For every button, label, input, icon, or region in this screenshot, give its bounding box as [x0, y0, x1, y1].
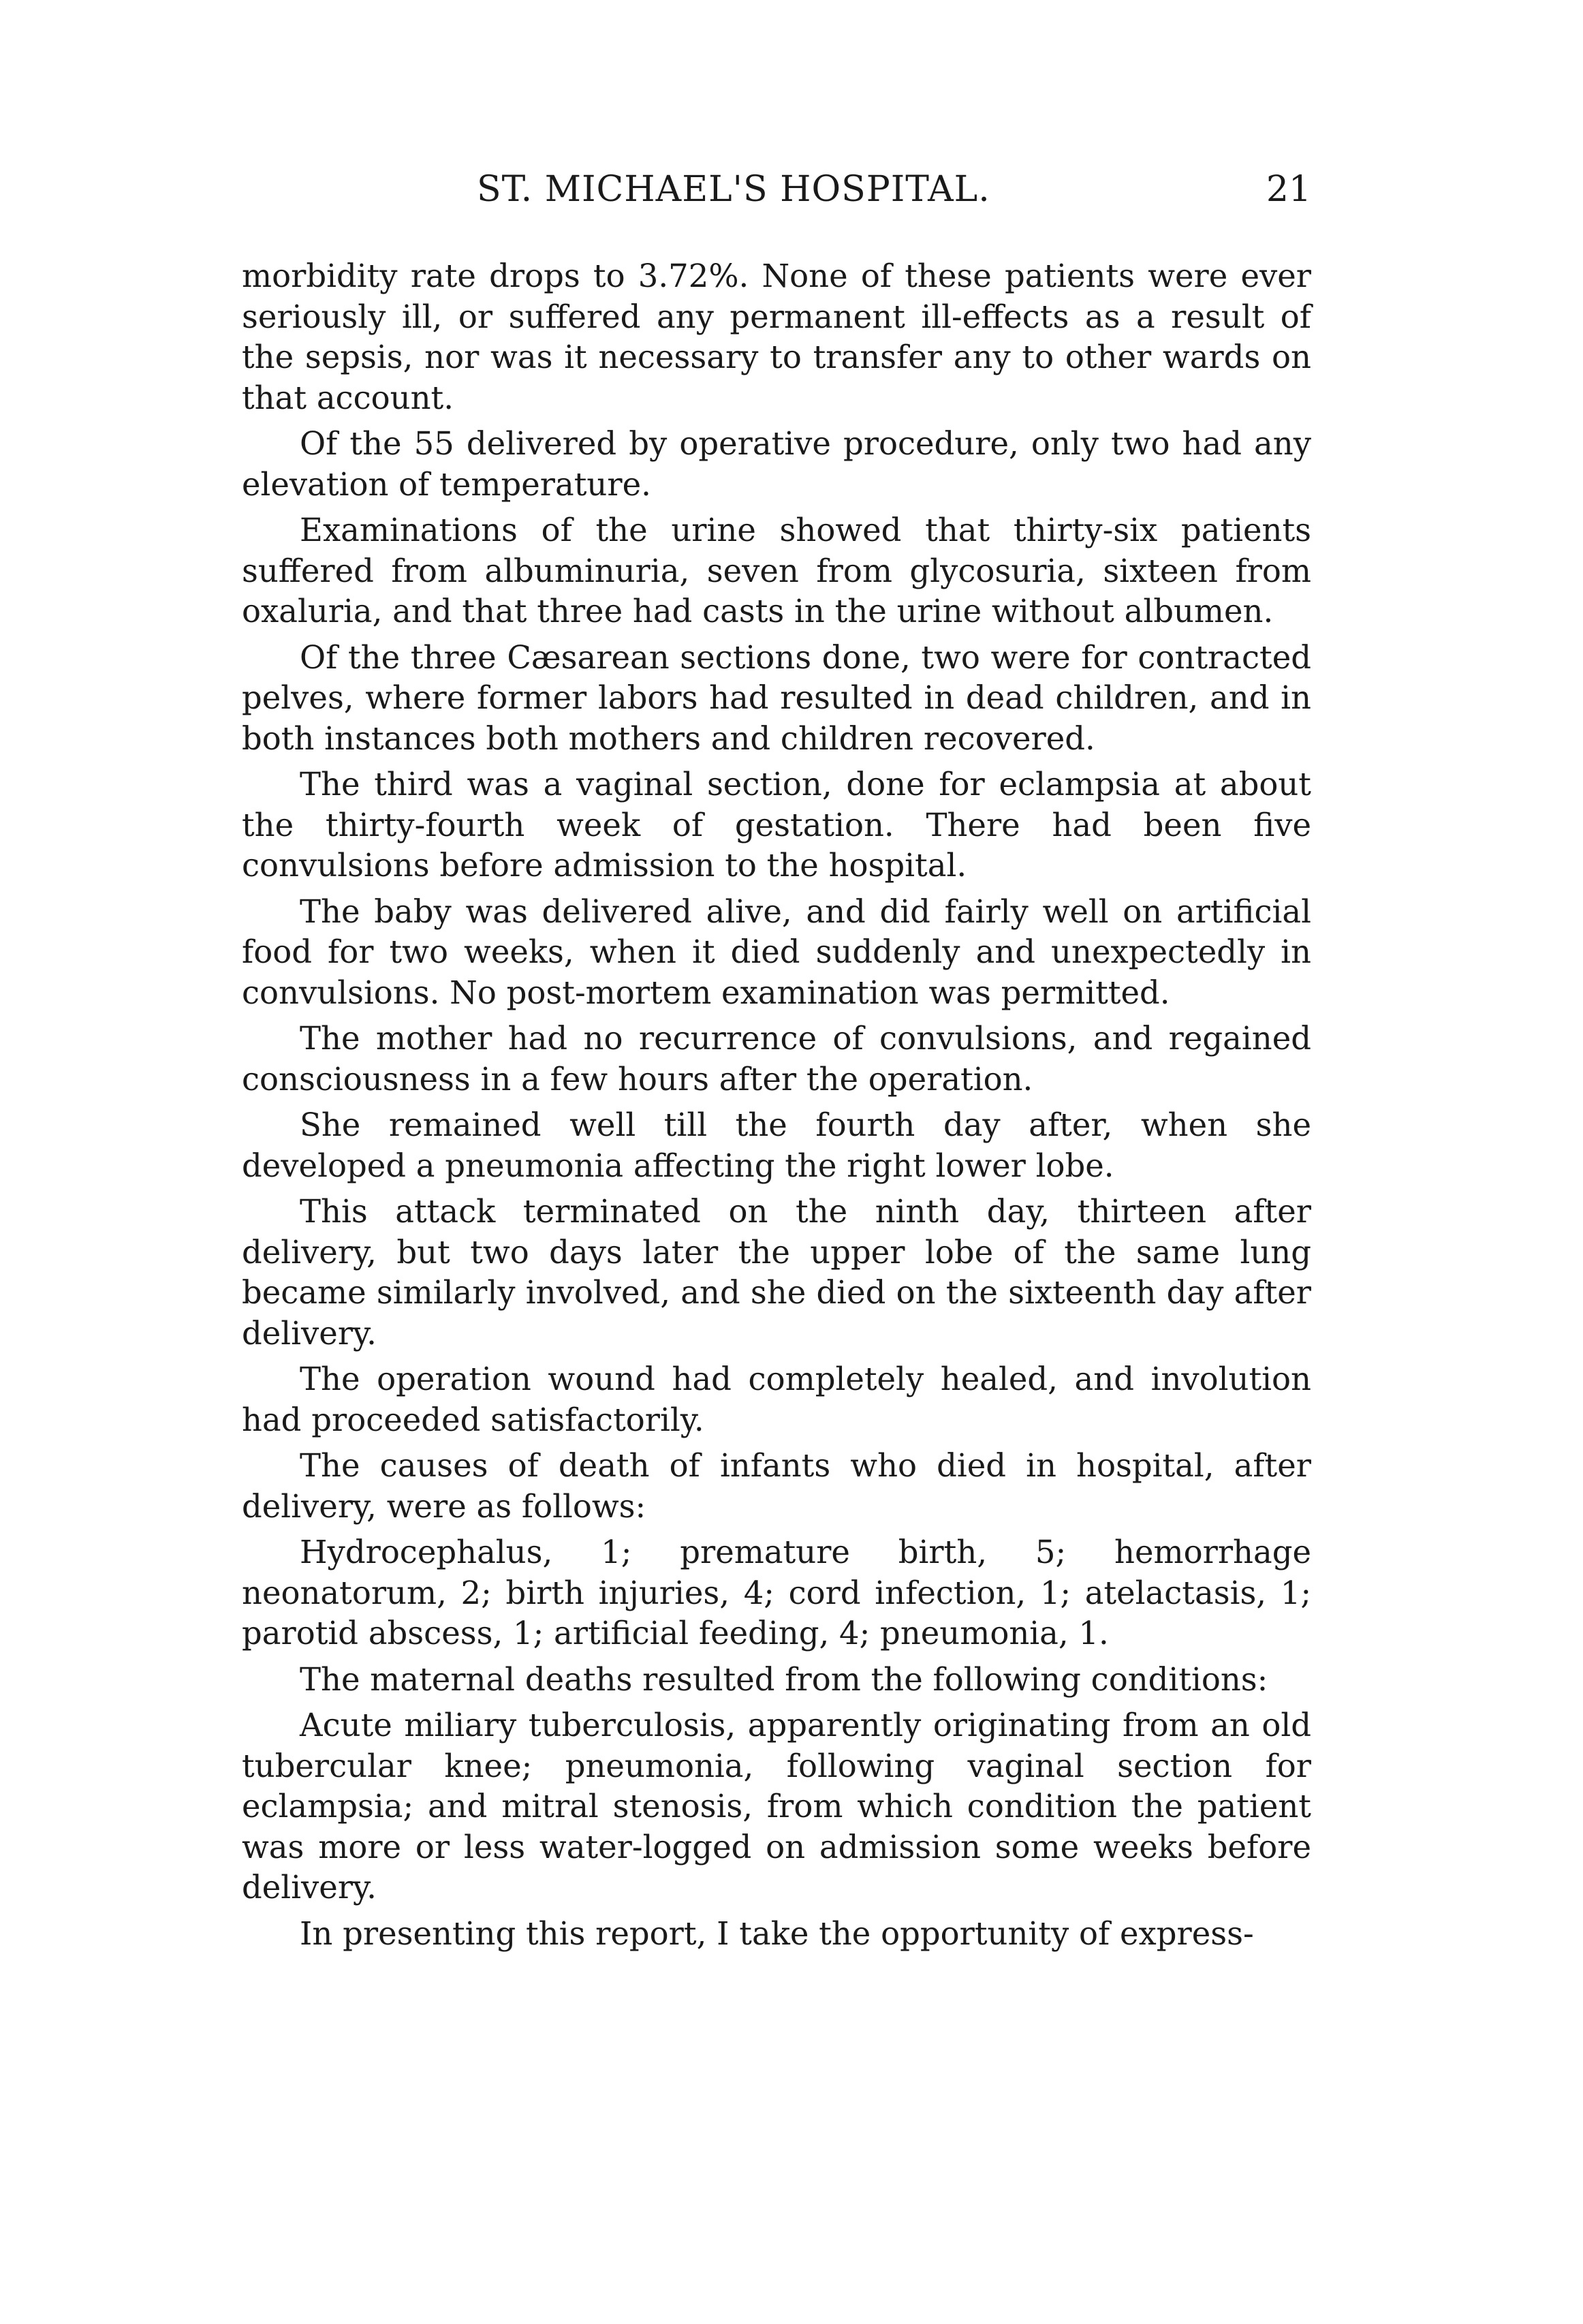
- paragraph-7: The mother had no recurrence of convulsions, and regained consciousness in a few hours after the operation.: [242, 1020, 1311, 1098]
- paragraph-6: The baby was delivered alive, and did fairly well on artificial food for two weeks, when it died suddenly and unexpectedly in convulsions. No post-mortem examination was permitted.: [242, 893, 1311, 1011]
- paragraph-4: Of the three Cæsarean sections done, two were for contracted pelves, where former labors had resulted in dead children, and in both instances both mothers and children recovered.: [242, 638, 1311, 757]
- body-text: [242, 256, 1311, 1959]
- paragraph-5: The third was a vaginal section, done for eclampsia at about the thirty-fourth week of gestation. There had been five convulsions before admission to the hospital.: [242, 766, 1311, 884]
- paragraph-11: The causes of death of infants who died in hospital, after delivery, were as follows:: [242, 1447, 1311, 1525]
- running-title: ST. MICHAEL'S HOSPITAL.: [477, 169, 990, 210]
- paragraph-13: The maternal deaths resulted from the following conditions:: [300, 1660, 1268, 1698]
- paragraph-14: Acute miliary tuberculosis, apparently originating from an old tubercular knee; pneumonia, following vaginal section for eclampsia; and mitral stenosis, from which condition the patient was more or less water-logged on admission some weeks before delivery.: [242, 1707, 1311, 1906]
- paragraph-15: In presenting this report, I take the opportunity of express-: [300, 1915, 1254, 1952]
- paragraph-12: Hydrocephalus, 1; premature birth, 5; hemorrhage neonatorum, 2; birth injuries, 4; cord infection, 1; atelactasis, 1; parotid abscess, 1; artificial feeding, 4; pneumonia, 1.: [242, 1534, 1311, 1652]
- paragraph-9: This attack terminated on the ninth day, thirteen after delivery, but two days later the upper lobe of the same lung became similarly involved, and she died on the sixteenth day after delivery.: [242, 1193, 1311, 1352]
- page-header: [242, 169, 1311, 217]
- paragraph-8: She remained well till the fourth day after, when she developed a pneumonia affecting the right lower lobe.: [242, 1106, 1311, 1184]
- paragraph-1: morbidity rate drops to 3.72%. None of these patients were ever seriously ill, or suffered any permanent ill-effects as a result of the sepsis, nor was it necessary to transfer any to other wards on that account.: [242, 258, 1311, 416]
- paragraph-2: Of the 55 delivered by operative procedure, only two had any elevation of temperature.: [242, 425, 1311, 503]
- page-number: 21: [1266, 169, 1311, 210]
- paragraph-3: Examinations of the urine showed that thirty-six patients suffered from albuminuria, seven from glycosuria, sixteen from oxaluria, and that three had casts in the urine without albumen.: [242, 512, 1311, 630]
- paragraph-10: The operation wound had completely healed, and involution had proceeded satisfactorily.: [242, 1361, 1311, 1438]
